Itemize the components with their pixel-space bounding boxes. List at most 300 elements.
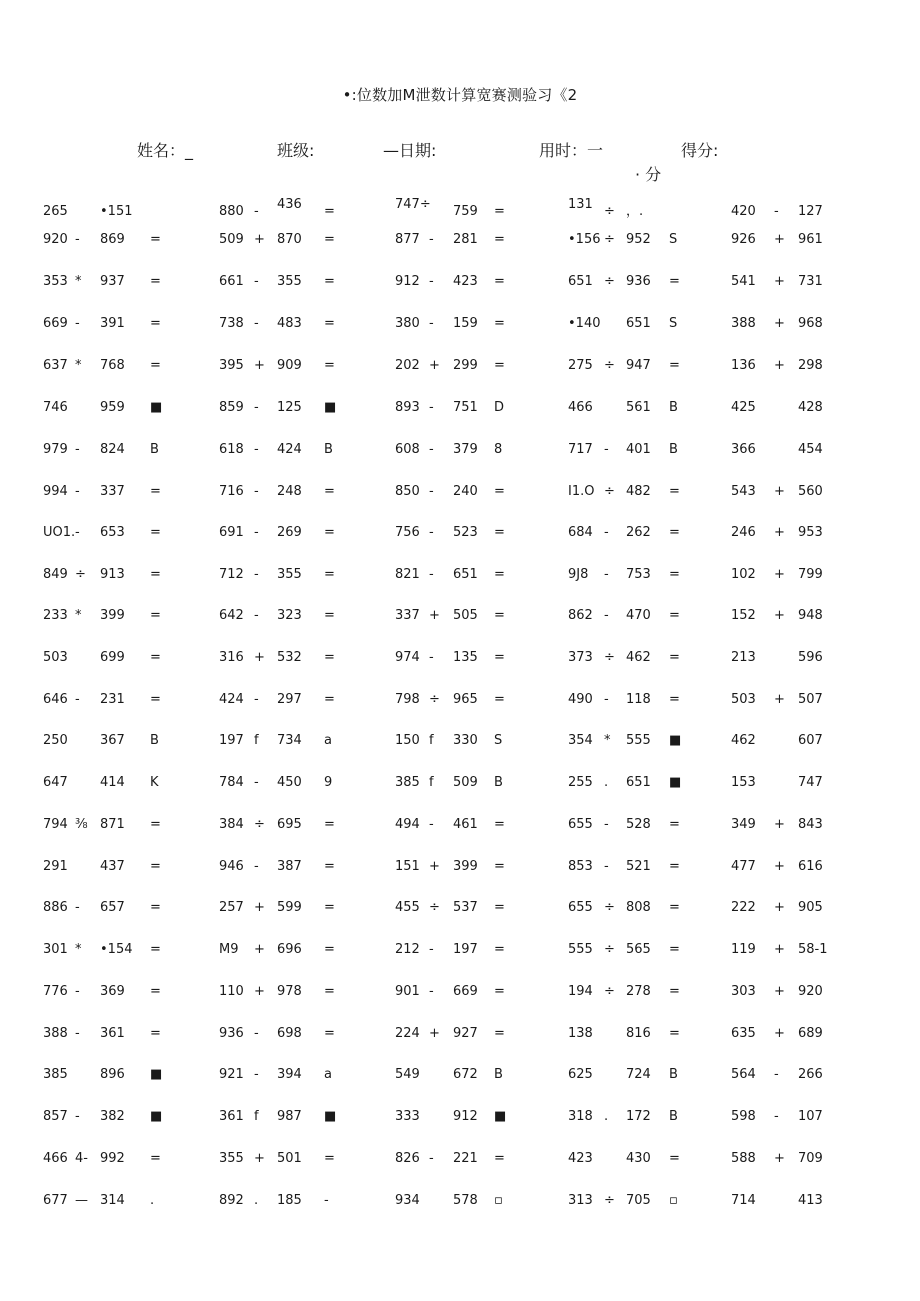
worksheet-title: •:位数加M泄数计算宽赛测验习《2 bbox=[342, 86, 578, 104]
problem-cell: 672 bbox=[453, 1067, 478, 1082]
problem-cell: 756 bbox=[395, 525, 420, 540]
problem-cell: - bbox=[429, 400, 434, 415]
problem-cell: 618 bbox=[219, 442, 244, 457]
problem-cell: 127 bbox=[798, 204, 823, 219]
problem-row bbox=[0, 773, 920, 793]
problem-cell: 455 bbox=[395, 900, 420, 915]
problem-cell: 992 bbox=[100, 1151, 125, 1166]
problem-cell: 599 bbox=[277, 900, 302, 915]
problem-cell: 387 bbox=[277, 859, 302, 874]
problem-row bbox=[0, 565, 920, 585]
problem-cell: 716 bbox=[219, 484, 244, 499]
problem-cell: 607 bbox=[798, 733, 823, 748]
problem-cell: 337 bbox=[395, 608, 420, 623]
problem-cell: - bbox=[75, 484, 80, 499]
problem-cell: = bbox=[150, 1026, 161, 1041]
problem-row bbox=[0, 356, 920, 376]
problem-cell: 423 bbox=[453, 274, 478, 289]
problem-cell: + bbox=[254, 358, 265, 373]
problem-cell: - bbox=[254, 1026, 259, 1041]
problem-cell: = bbox=[324, 1026, 335, 1041]
problem-cell: 523 bbox=[453, 525, 478, 540]
problem-cell: 886 bbox=[43, 900, 68, 915]
problem-row bbox=[0, 1107, 920, 1127]
problem-cell: . bbox=[604, 1109, 609, 1124]
problem-cell: 466 bbox=[43, 1151, 68, 1166]
problem-cell: = bbox=[494, 232, 505, 247]
problem-cell: - bbox=[774, 1067, 779, 1082]
problem-cell: 330 bbox=[453, 733, 478, 748]
problem-cell: 490 bbox=[568, 692, 593, 707]
problem-cell: 136 bbox=[731, 358, 756, 373]
problem-cell: B bbox=[324, 442, 333, 457]
problem-cell: 532 bbox=[277, 650, 302, 665]
problem-cell: = bbox=[324, 984, 335, 999]
problem-cell: 382 bbox=[100, 1109, 125, 1124]
problem-cell: f bbox=[254, 1109, 259, 1124]
problem-cell: 298 bbox=[798, 358, 823, 373]
problem-cell: 959 bbox=[100, 400, 125, 415]
problem-cell: + bbox=[774, 484, 785, 499]
problem-cell: 936 bbox=[626, 274, 651, 289]
problem-cell: - bbox=[429, 316, 434, 331]
problem-cell: •154 bbox=[100, 942, 133, 957]
problem-cell: 333 bbox=[395, 1109, 420, 1124]
problem-cell: 262 bbox=[626, 525, 651, 540]
problem-cell: = bbox=[494, 204, 505, 219]
problem-cell: 505 bbox=[453, 608, 478, 623]
problem-cell: ■ bbox=[669, 775, 682, 790]
problem-cell: 354 bbox=[568, 733, 593, 748]
problem-cell: = bbox=[669, 274, 680, 289]
problem-cell: 385 bbox=[43, 1067, 68, 1082]
problem-cell: 323 bbox=[277, 608, 302, 623]
problem-cell: 197 bbox=[453, 942, 478, 957]
problem-cell: = bbox=[150, 358, 161, 373]
problem-cell: 651 bbox=[568, 274, 593, 289]
problem-cell: ■ bbox=[324, 400, 337, 415]
problem-cell: 266 bbox=[798, 1067, 823, 1082]
problem-cell: - bbox=[254, 567, 259, 582]
class-field-label: 班级: bbox=[277, 141, 315, 160]
problem-cell: 651 bbox=[626, 775, 651, 790]
problem-cell: 197 bbox=[219, 733, 244, 748]
problem-cell: 705 bbox=[626, 1193, 651, 1208]
problem-cell: 776 bbox=[43, 984, 68, 999]
problem-cell: = bbox=[324, 232, 335, 247]
problem-cell: 318 bbox=[568, 1109, 593, 1124]
problem-cell: + bbox=[774, 316, 785, 331]
problem-cell: 231 bbox=[100, 692, 125, 707]
problem-cell: 278 bbox=[626, 984, 651, 999]
problem-cell: 212 bbox=[395, 942, 420, 957]
problem-cell: * bbox=[75, 358, 82, 373]
problem-cell: ÷ bbox=[604, 232, 615, 247]
problem-cell: ÷ bbox=[75, 567, 86, 582]
problem-cell: 466 bbox=[568, 400, 593, 415]
problem-cell: 424 bbox=[277, 442, 302, 457]
problem-cell: ÷ bbox=[604, 484, 615, 499]
problem-cell: ⅜ bbox=[75, 817, 88, 832]
problem-cell: - bbox=[254, 204, 259, 219]
problem-cell: 353 bbox=[43, 274, 68, 289]
problem-cell: 961 bbox=[798, 232, 823, 247]
problem-cell: - bbox=[254, 859, 259, 874]
problem-cell: 564 bbox=[731, 1067, 756, 1082]
problem-cell: K bbox=[150, 775, 159, 790]
problem-row bbox=[0, 1024, 920, 1044]
problem-cell: •151 bbox=[100, 204, 133, 219]
problem-cell: = bbox=[669, 900, 680, 915]
problem-cell: = bbox=[494, 984, 505, 999]
problem-cell: 369 bbox=[100, 984, 125, 999]
problem-cell: 503 bbox=[731, 692, 756, 707]
date-field-label: —日期: bbox=[383, 141, 437, 160]
problem-cell: 784 bbox=[219, 775, 244, 790]
problem-cell: + bbox=[774, 942, 785, 957]
problem-cell: 853 bbox=[568, 859, 593, 874]
problem-cell: 297 bbox=[277, 692, 302, 707]
problem-cell: 361 bbox=[219, 1109, 244, 1124]
problem-cell: 596 bbox=[798, 650, 823, 665]
problem-cell: = bbox=[150, 316, 161, 331]
problem-cell: 588 bbox=[731, 1151, 756, 1166]
problem-cell: + bbox=[254, 942, 265, 957]
problem-cell: 152 bbox=[731, 608, 756, 623]
problem-cell: - bbox=[254, 525, 259, 540]
problem-cell: 221 bbox=[453, 1151, 478, 1166]
problem-cell: = bbox=[324, 650, 335, 665]
problem-cell: 946 bbox=[219, 859, 244, 874]
problem-cell: - bbox=[774, 204, 779, 219]
problem-row bbox=[0, 731, 920, 751]
problem-cell: = bbox=[494, 567, 505, 582]
problem-cell: f bbox=[429, 775, 434, 790]
problem-cell: 731 bbox=[798, 274, 823, 289]
problem-cell: 541 bbox=[731, 274, 756, 289]
problem-cell: 399 bbox=[100, 608, 125, 623]
problem-cell: 118 bbox=[626, 692, 651, 707]
problem-cell: 462 bbox=[731, 733, 756, 748]
problem-cell: = bbox=[669, 859, 680, 874]
problem-cell: + bbox=[774, 525, 785, 540]
problem-cell: 299 bbox=[453, 358, 478, 373]
problem-cell: 696 bbox=[277, 942, 302, 957]
problem-cell: ÷ bbox=[604, 1193, 615, 1208]
problem-cell: 153 bbox=[731, 775, 756, 790]
problem-row bbox=[0, 1149, 920, 1169]
problem-cell: 870 bbox=[277, 232, 302, 247]
problem-cell: ÷ bbox=[429, 900, 440, 915]
problem-cell: + bbox=[774, 900, 785, 915]
problem-cell: 651 bbox=[626, 316, 651, 331]
problem-cell: . bbox=[604, 775, 609, 790]
problem-cell: 892 bbox=[219, 1193, 244, 1208]
problem-cell: 759 bbox=[453, 204, 478, 219]
problem-cell: = bbox=[669, 817, 680, 832]
problem-row bbox=[0, 857, 920, 877]
problem-cell: = bbox=[494, 900, 505, 915]
problem-cell: 482 bbox=[626, 484, 651, 499]
problem-cell: = bbox=[324, 525, 335, 540]
problem-cell: 9J8 bbox=[568, 567, 589, 582]
problem-cell: 669 bbox=[43, 316, 68, 331]
problem-cell: 625 bbox=[568, 1067, 593, 1082]
problem-cell: 380 bbox=[395, 316, 420, 331]
problem-cell: 794 bbox=[43, 817, 68, 832]
problem-cell: 912 bbox=[395, 274, 420, 289]
problem-cell: 994 bbox=[43, 484, 68, 499]
problem-cell: 714 bbox=[731, 1193, 756, 1208]
problem-cell: B bbox=[669, 1067, 678, 1082]
problem-cell: 509 bbox=[219, 232, 244, 247]
problem-cell: 131 bbox=[568, 197, 593, 212]
problem-cell: = bbox=[494, 484, 505, 499]
problem-cell: = bbox=[669, 567, 680, 582]
problem-cell: 437 bbox=[100, 859, 125, 874]
problem-cell: + bbox=[774, 1151, 785, 1166]
problem-cell: + bbox=[774, 567, 785, 582]
problem-cell: 401 bbox=[626, 442, 651, 457]
problem-cell: 653 bbox=[100, 525, 125, 540]
problem-cell: = bbox=[669, 942, 680, 957]
problem-cell: = bbox=[494, 650, 505, 665]
problem-cell: 734 bbox=[277, 733, 302, 748]
problem-cell: * bbox=[75, 942, 82, 957]
problem-cell: 913 bbox=[100, 567, 125, 582]
problem-cell: 4- bbox=[75, 1151, 88, 1166]
problem-cell: S bbox=[669, 232, 678, 247]
problem-cell: 798 bbox=[395, 692, 420, 707]
problem-cell: 367 bbox=[100, 733, 125, 748]
problem-cell: 509 bbox=[453, 775, 478, 790]
problem-cell: 494 bbox=[395, 817, 420, 832]
time-field-label: 用时：一 bbox=[539, 141, 604, 160]
problem-cell: 968 bbox=[798, 316, 823, 331]
problem-cell: = bbox=[150, 692, 161, 707]
problem-cell: 677 bbox=[43, 1193, 68, 1208]
problem-cell: + bbox=[774, 817, 785, 832]
problem-cell: * bbox=[604, 733, 611, 748]
problem-cell: 399 bbox=[453, 859, 478, 874]
problem-cell: - bbox=[604, 525, 609, 540]
problem-cell: 151 bbox=[395, 859, 420, 874]
problem-cell: 893 bbox=[395, 400, 420, 415]
problem-cell: ■ bbox=[150, 400, 163, 415]
problem-cell: 454 bbox=[798, 442, 823, 457]
problem-cell: 355 bbox=[219, 1151, 244, 1166]
problem-cell: 138 bbox=[568, 1026, 593, 1041]
problem-cell: = bbox=[324, 817, 335, 832]
problem-cell: = bbox=[150, 608, 161, 623]
problem-cell: 669 bbox=[453, 984, 478, 999]
problem-cell: ÷ bbox=[604, 358, 615, 373]
problem-cell: 691 bbox=[219, 525, 244, 540]
problem-cell: ÷ bbox=[604, 650, 615, 665]
problem-cell: 102 bbox=[731, 567, 756, 582]
problem-cell: - bbox=[254, 484, 259, 499]
problem-cell: 366 bbox=[731, 442, 756, 457]
problem-cell: 912 bbox=[453, 1109, 478, 1124]
problem-cell: 555 bbox=[568, 942, 593, 957]
problem-cell: 608 bbox=[395, 442, 420, 457]
problem-cell: 751 bbox=[453, 400, 478, 415]
problem-cell: 462 bbox=[626, 650, 651, 665]
problem-cell: 388 bbox=[43, 1026, 68, 1041]
problem-cell: 248 bbox=[277, 484, 302, 499]
problem-cell: = bbox=[324, 204, 335, 219]
problem-cell: - bbox=[429, 942, 434, 957]
problem-cell: ÷ bbox=[604, 984, 615, 999]
problem-cell: 655 bbox=[568, 817, 593, 832]
problem-cell: = bbox=[324, 316, 335, 331]
problem-cell: - bbox=[604, 859, 609, 874]
problem-cell: S bbox=[494, 733, 503, 748]
problem-cell: B bbox=[150, 733, 159, 748]
problem-cell: = bbox=[669, 984, 680, 999]
problem-cell: 501 bbox=[277, 1151, 302, 1166]
score-unit-label: · 分 bbox=[635, 165, 662, 184]
problem-cell: - bbox=[429, 567, 434, 582]
problem-cell: 952 bbox=[626, 232, 651, 247]
problem-cell: 635 bbox=[731, 1026, 756, 1041]
problem-cell: 159 bbox=[453, 316, 478, 331]
problem-cell: 647 bbox=[43, 775, 68, 790]
problem-cell: 388 bbox=[731, 316, 756, 331]
problem-cell: - bbox=[429, 1151, 434, 1166]
problem-cell: 926 bbox=[731, 232, 756, 247]
problem-cell: 724 bbox=[626, 1067, 651, 1082]
problem-cell: - bbox=[604, 817, 609, 832]
problem-cell: 979 bbox=[43, 442, 68, 457]
problem-cell: + bbox=[774, 274, 785, 289]
problem-cell: 598 bbox=[731, 1109, 756, 1124]
problem-row bbox=[0, 440, 920, 460]
problem-cell: = bbox=[494, 1026, 505, 1041]
problem-cell: 974 bbox=[395, 650, 420, 665]
problem-cell: 978 bbox=[277, 984, 302, 999]
problem-cell: + bbox=[774, 859, 785, 874]
problem-cell: 281 bbox=[453, 232, 478, 247]
problem-cell: * bbox=[75, 608, 82, 623]
problem-cell: = bbox=[150, 567, 161, 582]
problem-row bbox=[0, 482, 920, 502]
problem-cell: = bbox=[150, 650, 161, 665]
problem-cell: 385 bbox=[395, 775, 420, 790]
problem-cell: 265 bbox=[43, 204, 68, 219]
problem-cell: = bbox=[494, 316, 505, 331]
problem-cell: 920 bbox=[798, 984, 823, 999]
problem-cell: - bbox=[254, 442, 259, 457]
problem-cell: — bbox=[75, 1193, 88, 1208]
problem-cell: 313 bbox=[568, 1193, 593, 1208]
problem-cell: 9 bbox=[324, 775, 333, 790]
problem-cell: 107 bbox=[798, 1109, 823, 1124]
problem-cell: 843 bbox=[798, 817, 823, 832]
problem-cell: - bbox=[604, 567, 609, 582]
problem-cell: 561 bbox=[626, 400, 651, 415]
problem-cell: 753 bbox=[626, 567, 651, 582]
problem-row bbox=[0, 606, 920, 626]
problem-cell: 661 bbox=[219, 274, 244, 289]
problem-cell: 646 bbox=[43, 692, 68, 707]
problem-cell: - bbox=[254, 400, 259, 415]
problem-cell: ÷ bbox=[604, 204, 615, 219]
problem-cell: 657 bbox=[100, 900, 125, 915]
problem-row bbox=[0, 1191, 920, 1211]
problem-cell: - bbox=[75, 984, 80, 999]
problem-cell: 655 bbox=[568, 900, 593, 915]
problem-cell: 384 bbox=[219, 817, 244, 832]
problem-cell: = bbox=[669, 1151, 680, 1166]
problem-cell: ■ bbox=[324, 1109, 337, 1124]
problem-cell: = bbox=[324, 358, 335, 373]
problem-cell: . bbox=[254, 1193, 259, 1208]
problem-cell: - bbox=[254, 1067, 259, 1082]
problem-cell: = bbox=[494, 692, 505, 707]
problem-cell: 826 bbox=[395, 1151, 420, 1166]
problem-cell: 275 bbox=[568, 358, 593, 373]
problem-cell: 905 bbox=[798, 900, 823, 915]
problem-cell: - bbox=[254, 316, 259, 331]
problem-cell: = bbox=[669, 525, 680, 540]
problem-cell: 414 bbox=[100, 775, 125, 790]
name-field-label: 姓名：_ bbox=[137, 141, 194, 160]
problem-row bbox=[0, 523, 920, 543]
problem-cell: 436 bbox=[277, 197, 302, 212]
problem-cell: = bbox=[150, 984, 161, 999]
problem-cell: - bbox=[75, 692, 80, 707]
problem-cell: 355 bbox=[277, 567, 302, 582]
problem-cell: ÷ bbox=[604, 274, 615, 289]
problem-cell: B bbox=[150, 442, 159, 457]
problem-cell: B bbox=[494, 1067, 503, 1082]
problem-cell: 987 bbox=[277, 1109, 302, 1124]
problem-cell: + bbox=[774, 232, 785, 247]
problem-cell: - bbox=[75, 1026, 80, 1041]
problem-cell: 920 bbox=[43, 232, 68, 247]
problem-cell: 699 bbox=[100, 650, 125, 665]
problem-cell: + bbox=[774, 1026, 785, 1041]
problem-cell: 528 bbox=[626, 817, 651, 832]
problem-cell: 355 bbox=[277, 274, 302, 289]
problem-cell: 936 bbox=[219, 1026, 244, 1041]
problem-cell: + bbox=[254, 984, 265, 999]
problem-cell: - bbox=[604, 692, 609, 707]
problem-cell: = bbox=[150, 817, 161, 832]
problem-cell: - bbox=[254, 775, 259, 790]
problem-cell: - bbox=[604, 442, 609, 457]
problem-cell: = bbox=[150, 900, 161, 915]
problem-cell: 684 bbox=[568, 525, 593, 540]
problem-cell: + bbox=[429, 608, 440, 623]
problem-cell: = bbox=[324, 692, 335, 707]
problem-cell: 110 bbox=[219, 984, 244, 999]
problem-cell: •140 bbox=[568, 316, 601, 331]
problem-cell: = bbox=[494, 859, 505, 874]
problem-cell: + bbox=[774, 608, 785, 623]
problem-cell: - bbox=[75, 1109, 80, 1124]
problem-cell: = bbox=[324, 942, 335, 957]
problem-cell: 477 bbox=[731, 859, 756, 874]
problem-cell: 135 bbox=[453, 650, 478, 665]
problem-cell: = bbox=[669, 358, 680, 373]
problem-cell: 150 bbox=[395, 733, 420, 748]
problem-cell: 119 bbox=[731, 942, 756, 957]
problem-cell: = bbox=[324, 859, 335, 874]
problem-cell: 555 bbox=[626, 733, 651, 748]
problem-cell: ■ bbox=[150, 1109, 163, 1124]
